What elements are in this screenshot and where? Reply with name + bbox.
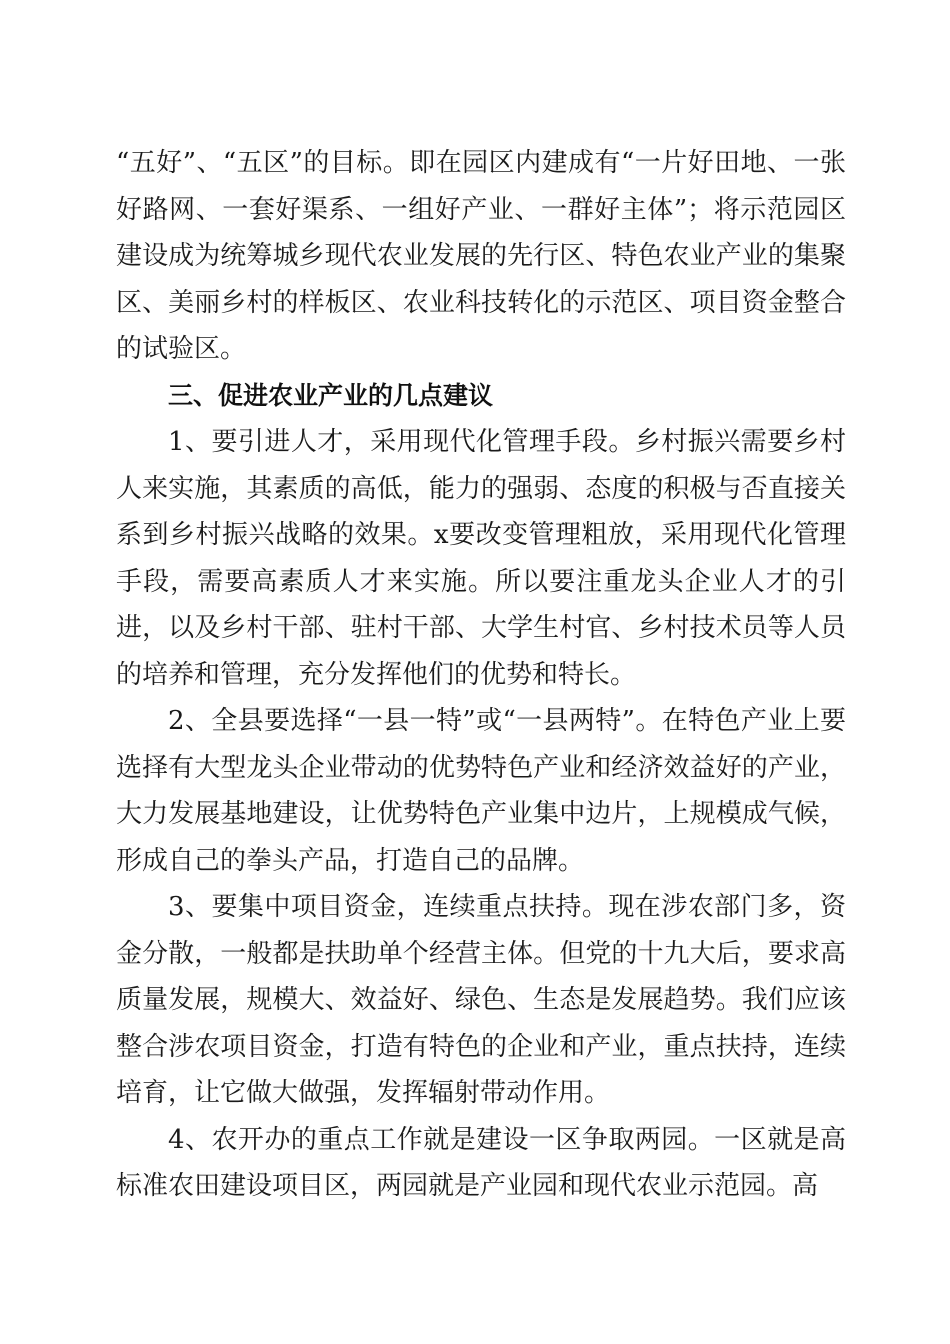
section-heading: 三、促进农业产业的几点建议: [168, 380, 494, 410]
paragraph-suggestion-2: 2、全县要选择“一县一特”或“一县两特”。在特色产业上要选择有大型龙头企业带动的优势特色产业和经济效益好的产业，大力发展基地建设，让优势特色产业集中边片，上规模成气候，形成自己的拳头产品，打造自己的品牌。: [116, 706, 846, 876]
paragraph-suggestion-4: 4、农开办的重点工作就是建设一区争取两园。一区就是高标准农田建设项目区，两园就是产业园和现代农业示范园。高: [116, 1124, 846, 1201]
document-body: [116, 140, 846, 1210]
paragraph-suggestion-3: 3、要集中项目资金，连续重点扶持。现在涉农部门多，资金分散，一般都是扶助单个经营主体。但党的十九大后，要求高质量发展，规模大、效益好、绿色、生态是发展趋势。我们应该整合涉农项目资金，打造有特色的企业和产业，重点扶持，连续培育，让它做大做强，发挥辐射带动作用。: [116, 892, 846, 1108]
paragraph-suggestion-1: 1、要引进人才，采用现代化管理手段。乡村振兴需要乡村人来实施，其素质的高低，能力的强弱、态度的积极与否直接关系到乡村振兴战略的效果。x要改变管理粗放，采用现代化管理手段，需要高素质人才来实施。所以要注重龙头企业人才的引进，以及乡村干部、驻村干部、大学生村官、乡村技术员等人员的培养和管理，充分发挥他们的优势和特长。: [116, 427, 846, 690]
paragraph-continuation: “五好”、“五区”的目标。即在园区内建成有“一片好田地、一张好路网、一套好渠系、一组好产业、一群好主体”；将示范园区建设成为统筹城乡现代农业发展的先行区、特色农业产业的集聚区、美丽乡村的样板区、农业科技转化的示范区、项目资金整合的试验区。: [116, 148, 846, 364]
